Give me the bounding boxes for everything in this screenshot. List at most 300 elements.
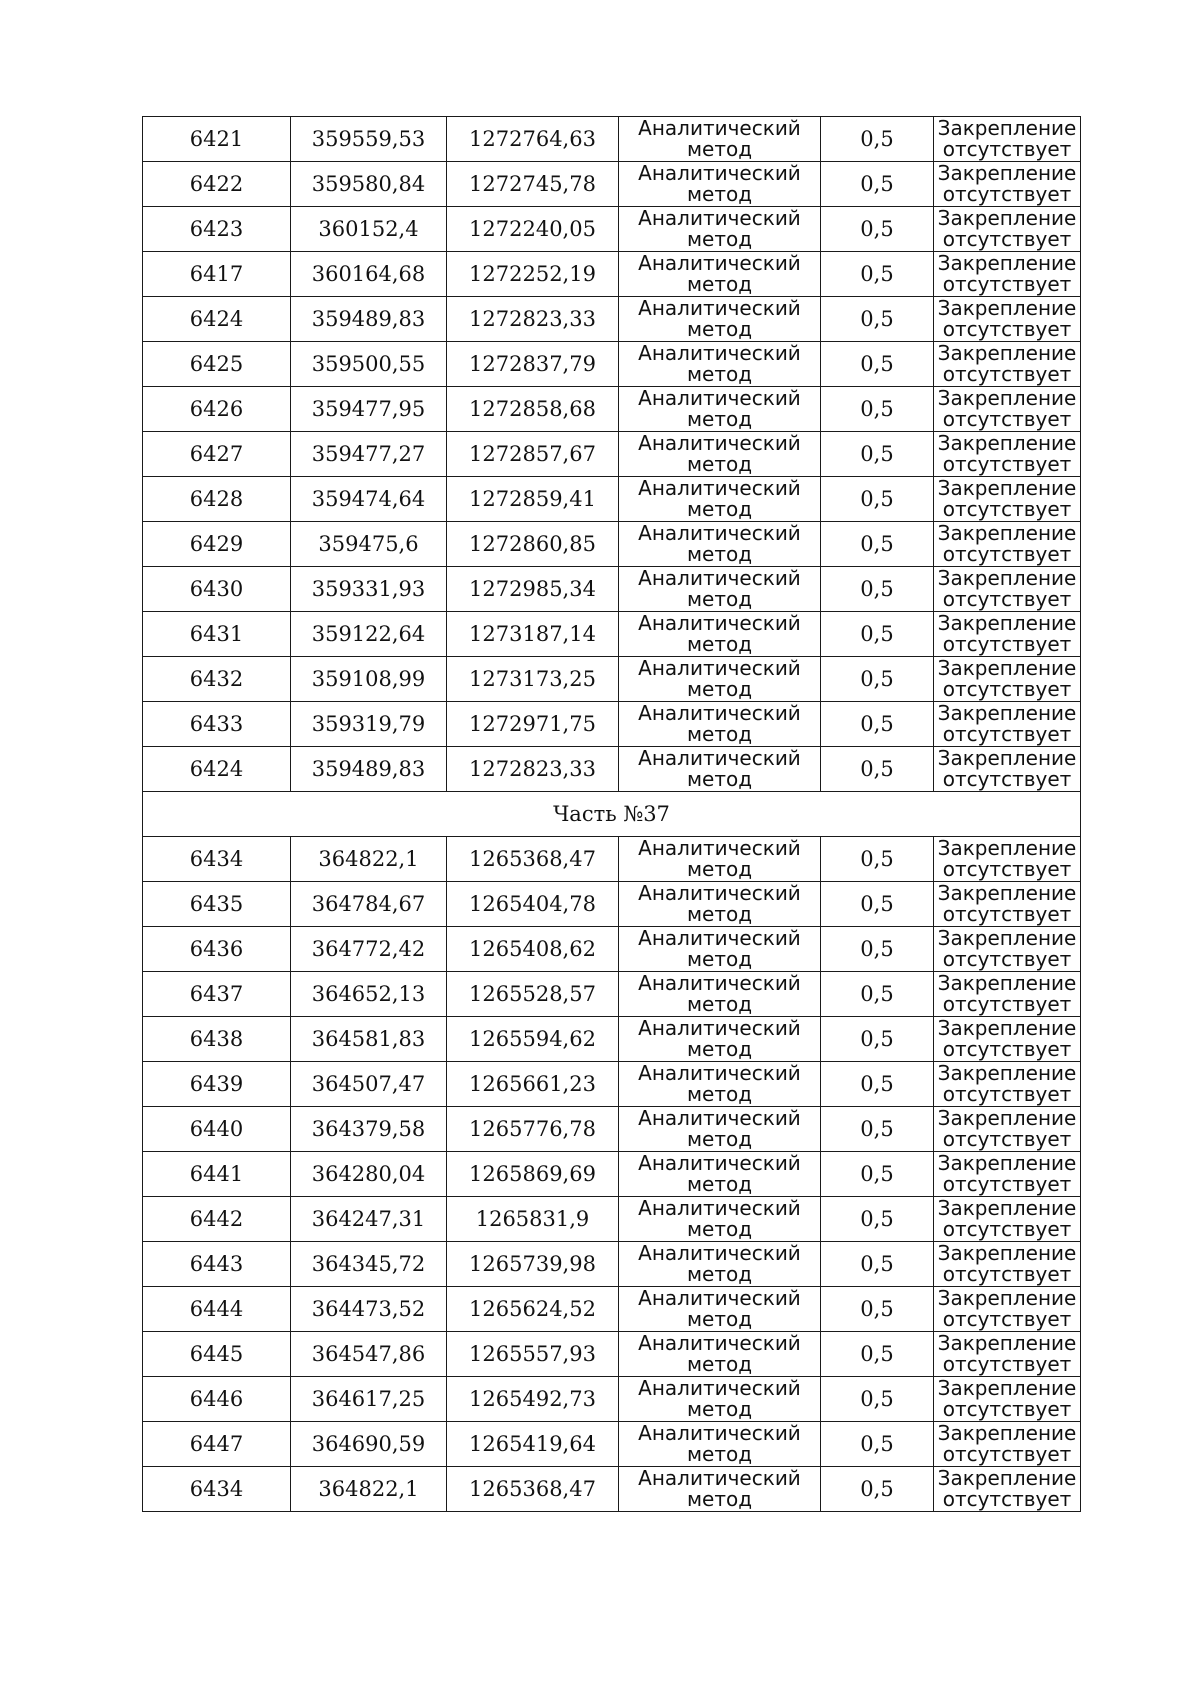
accuracy-cell: 0,5 <box>821 567 934 612</box>
y-coordinate-cell: 1273173,25 <box>447 657 619 702</box>
fixation-cell-line: отсутствует <box>942 452 1072 476</box>
point-number-cell: 6429 <box>143 522 291 567</box>
fixation-cell-line: отсутствует <box>942 407 1072 431</box>
fixation-cell <box>934 1107 1081 1152</box>
accuracy-cell: 0,5 <box>821 612 934 657</box>
accuracy-cell: 0,5 <box>821 837 934 882</box>
y-coordinate-cell: 1272240,05 <box>447 207 619 252</box>
table-row <box>143 477 1081 522</box>
table-row <box>143 702 1081 747</box>
accuracy-cell: 0,5 <box>821 1377 934 1422</box>
x-coordinate-cell: 359477,95 <box>291 387 447 432</box>
fixation-cell <box>934 1017 1081 1062</box>
x-coordinate-cell: 359489,83 <box>291 297 447 342</box>
method-cell-line: Аналитический <box>638 1466 801 1490</box>
method-cell-line: Аналитический <box>638 521 801 545</box>
fixation-cell-line: Закрепление <box>937 1241 1077 1265</box>
y-coordinate-cell: 1265557,93 <box>447 1332 619 1377</box>
point-number-cell: 6434 <box>143 837 291 882</box>
method-cell-line: метод <box>686 1172 753 1196</box>
method-cell-line: Аналитический <box>638 1151 801 1175</box>
fixation-cell-line: отсутствует <box>942 677 1072 701</box>
accuracy-cell: 0,5 <box>821 1332 934 1377</box>
method-cell-line: Аналитический <box>638 881 801 905</box>
method-cell-line: метод <box>686 1487 753 1511</box>
method-cell-line: метод <box>686 1082 753 1106</box>
method-cell-line: Аналитический <box>638 656 801 680</box>
point-number-cell: 6445 <box>143 1332 291 1377</box>
accuracy-cell: 0,5 <box>821 1422 934 1467</box>
method-cell-line: метод <box>686 182 753 206</box>
method-cell-line: метод <box>686 407 753 431</box>
accuracy-cell: 0,5 <box>821 1197 934 1242</box>
method-cell-line: метод <box>686 1037 753 1061</box>
table-row <box>143 1377 1081 1422</box>
y-coordinate-cell: 1265776,78 <box>447 1107 619 1152</box>
method-cell <box>619 117 821 162</box>
fixation-cell-line: Закрепление <box>937 1421 1077 1445</box>
fixation-cell-line: отсутствует <box>942 1172 1072 1196</box>
method-cell-line: Аналитический <box>638 1376 801 1400</box>
method-cell-line: Аналитический <box>638 566 801 590</box>
fixation-cell <box>934 342 1081 387</box>
fixation-cell-line: Закрепление <box>937 476 1077 500</box>
point-number-cell: 6428 <box>143 477 291 522</box>
point-number-cell: 6440 <box>143 1107 291 1152</box>
point-number-cell: 6424 <box>143 747 291 792</box>
y-coordinate-cell: 1265869,69 <box>447 1152 619 1197</box>
fixation-cell-line: Закрепление <box>937 746 1077 770</box>
fixation-cell-line: Закрепление <box>937 1151 1077 1175</box>
method-cell-line: Аналитический <box>638 341 801 365</box>
x-coordinate-cell: 364379,58 <box>291 1107 447 1152</box>
y-coordinate-cell: 1265624,52 <box>447 1287 619 1332</box>
method-cell <box>619 837 821 882</box>
x-coordinate-cell: 364784,67 <box>291 882 447 927</box>
fixation-cell <box>934 747 1081 792</box>
method-cell-line: метод <box>686 1442 753 1466</box>
x-coordinate-cell: 364690,59 <box>291 1422 447 1467</box>
fixation-cell-line: отсутствует <box>942 947 1072 971</box>
coordinates-table-body <box>143 117 1081 1512</box>
x-coordinate-cell: 364473,52 <box>291 1287 447 1332</box>
y-coordinate-cell: 1265528,57 <box>447 972 619 1017</box>
x-coordinate-cell: 364822,1 <box>291 837 447 882</box>
table-row <box>143 612 1081 657</box>
table-row <box>143 1467 1081 1512</box>
method-cell-line: Аналитический <box>638 161 801 185</box>
method-cell-line: метод <box>686 317 753 341</box>
point-number-cell: 6434 <box>143 1467 291 1512</box>
accuracy-cell: 0,5 <box>821 882 934 927</box>
fixation-cell-line: отсутствует <box>942 587 1072 611</box>
method-cell-line: Аналитический <box>638 206 801 230</box>
fixation-cell-line: отсутствует <box>942 722 1072 746</box>
fixation-cell-line: отсутствует <box>942 362 1072 386</box>
fixation-cell-line: Закрепление <box>937 161 1077 185</box>
fixation-cell-line: отсутствует <box>942 1262 1072 1286</box>
fixation-cell-line: отсутствует <box>942 632 1072 656</box>
table-row <box>143 297 1081 342</box>
point-number-cell: 6430 <box>143 567 291 612</box>
point-number-cell: 6431 <box>143 612 291 657</box>
method-cell-line: Аналитический <box>638 1196 801 1220</box>
table-row <box>143 1062 1081 1107</box>
fixation-cell-line: Закрепление <box>937 1016 1077 1040</box>
method-cell <box>619 1422 821 1467</box>
point-number-cell: 6433 <box>143 702 291 747</box>
method-cell-line: метод <box>686 947 753 971</box>
method-cell-line: метод <box>686 857 753 881</box>
method-cell <box>619 1017 821 1062</box>
fixation-cell-line: отсутствует <box>942 1217 1072 1241</box>
x-coordinate-cell: 360164,68 <box>291 252 447 297</box>
fixation-cell-line: Закрепление <box>937 701 1077 725</box>
method-cell-line: метод <box>686 767 753 791</box>
table-row <box>143 657 1081 702</box>
method-cell <box>619 522 821 567</box>
accuracy-cell: 0,5 <box>821 1062 934 1107</box>
y-coordinate-cell: 1272985,34 <box>447 567 619 612</box>
method-cell-line: метод <box>686 497 753 521</box>
x-coordinate-cell: 359475,6 <box>291 522 447 567</box>
fixation-cell <box>934 567 1081 612</box>
point-number-cell: 6423 <box>143 207 291 252</box>
accuracy-cell: 0,5 <box>821 1152 934 1197</box>
method-cell <box>619 1152 821 1197</box>
y-coordinate-cell: 1272858,68 <box>447 387 619 432</box>
y-coordinate-cell: 1272764,63 <box>447 117 619 162</box>
point-number-cell: 6443 <box>143 1242 291 1287</box>
fixation-cell <box>934 1467 1081 1512</box>
method-cell-line: Аналитический <box>638 296 801 320</box>
fixation-cell-line: отсутствует <box>942 1352 1072 1376</box>
fixation-cell-line: отсутствует <box>942 1307 1072 1331</box>
point-number-cell: 6417 <box>143 252 291 297</box>
method-cell-line: метод <box>686 587 753 611</box>
y-coordinate-cell: 1272859,41 <box>447 477 619 522</box>
method-cell <box>619 1107 821 1152</box>
fixation-cell-line: Закрепление <box>937 1061 1077 1085</box>
method-cell-line: метод <box>686 362 753 386</box>
method-cell <box>619 1287 821 1332</box>
method-cell-line: Аналитический <box>638 1016 801 1040</box>
fixation-cell-line: отсутствует <box>942 1082 1072 1106</box>
method-cell-line: Аналитический <box>638 1421 801 1445</box>
accuracy-cell: 0,5 <box>821 1287 934 1332</box>
y-coordinate-cell: 1272745,78 <box>447 162 619 207</box>
fixation-cell-line: отсутствует <box>942 317 1072 341</box>
method-cell <box>619 657 821 702</box>
accuracy-cell: 0,5 <box>821 657 934 702</box>
fixation-cell <box>934 1242 1081 1287</box>
fixation-cell <box>934 432 1081 477</box>
fixation-cell-line: отсутствует <box>942 767 1072 791</box>
method-cell-line: метод <box>686 1307 753 1331</box>
method-cell <box>619 927 821 972</box>
fixation-cell <box>934 882 1081 927</box>
table-row <box>143 567 1081 612</box>
fixation-cell <box>934 702 1081 747</box>
fixation-cell-line: отсутствует <box>942 137 1072 161</box>
method-cell-line: метод <box>686 992 753 1016</box>
method-cell-line: Аналитический <box>638 971 801 995</box>
method-cell <box>619 747 821 792</box>
method-cell-line: Аналитический <box>638 926 801 950</box>
x-coordinate-cell: 364280,04 <box>291 1152 447 1197</box>
fixation-cell-line: Закрепление <box>937 656 1077 680</box>
fixation-cell-line: Закрепление <box>937 1196 1077 1220</box>
method-cell-line: Аналитический <box>638 701 801 725</box>
method-cell <box>619 297 821 342</box>
fixation-cell-line: Закрепление <box>937 521 1077 545</box>
section-header-row <box>143 792 1081 837</box>
fixation-cell-line: Закрепление <box>937 1331 1077 1355</box>
y-coordinate-cell: 1265368,47 <box>447 1467 619 1512</box>
x-coordinate-cell: 359559,53 <box>291 117 447 162</box>
fixation-cell-line: отсутствует <box>942 1037 1072 1061</box>
fixation-cell <box>934 207 1081 252</box>
table-row <box>143 882 1081 927</box>
fixation-cell-line: Закрепление <box>937 881 1077 905</box>
fixation-cell-line: Закрепление <box>937 431 1077 455</box>
accuracy-cell: 0,5 <box>821 522 934 567</box>
x-coordinate-cell: 364652,13 <box>291 972 447 1017</box>
method-cell-line: Аналитический <box>638 476 801 500</box>
table-row <box>143 387 1081 432</box>
table-row <box>143 1242 1081 1287</box>
fixation-cell-line: Закрепление <box>937 1376 1077 1400</box>
accuracy-cell: 0,5 <box>821 387 934 432</box>
accuracy-cell: 0,5 <box>821 1107 934 1152</box>
x-coordinate-cell: 359319,79 <box>291 702 447 747</box>
point-number-cell: 6425 <box>143 342 291 387</box>
point-number-cell: 6435 <box>143 882 291 927</box>
table-row <box>143 522 1081 567</box>
table-row <box>143 1017 1081 1062</box>
fixation-cell-line: Закрепление <box>937 341 1077 365</box>
x-coordinate-cell: 360152,4 <box>291 207 447 252</box>
table-row <box>143 1107 1081 1152</box>
fixation-cell-line: Закрепление <box>937 926 1077 950</box>
method-cell-line: Аналитический <box>638 836 801 860</box>
method-cell-line: Аналитический <box>638 431 801 455</box>
method-cell-line: метод <box>686 227 753 251</box>
y-coordinate-cell: 1273187,14 <box>447 612 619 657</box>
section-title: Часть №37 <box>143 792 1081 837</box>
fixation-cell-line: Закрепление <box>937 1286 1077 1310</box>
method-cell-line: Аналитический <box>638 251 801 275</box>
method-cell <box>619 1242 821 1287</box>
method-cell-line: метод <box>686 452 753 476</box>
y-coordinate-cell: 1265661,23 <box>447 1062 619 1107</box>
x-coordinate-cell: 364772,42 <box>291 927 447 972</box>
method-cell <box>619 162 821 207</box>
y-coordinate-cell: 1265831,9 <box>447 1197 619 1242</box>
method-cell-line: метод <box>686 1262 753 1286</box>
point-number-cell: 6439 <box>143 1062 291 1107</box>
method-cell-line: метод <box>686 902 753 926</box>
x-coordinate-cell: 359331,93 <box>291 567 447 612</box>
fixation-cell-line: отсутствует <box>942 497 1072 521</box>
y-coordinate-cell: 1272971,75 <box>447 702 619 747</box>
method-cell-line: метод <box>686 677 753 701</box>
x-coordinate-cell: 359474,64 <box>291 477 447 522</box>
accuracy-cell: 0,5 <box>821 117 934 162</box>
point-number-cell: 6441 <box>143 1152 291 1197</box>
method-cell <box>619 342 821 387</box>
accuracy-cell: 0,5 <box>821 207 934 252</box>
method-cell <box>619 882 821 927</box>
y-coordinate-cell: 1265492,73 <box>447 1377 619 1422</box>
fixation-cell-line: Закрепление <box>937 251 1077 275</box>
fixation-cell-line: Закрепление <box>937 386 1077 410</box>
x-coordinate-cell: 364345,72 <box>291 1242 447 1287</box>
accuracy-cell: 0,5 <box>821 297 934 342</box>
fixation-cell <box>934 612 1081 657</box>
x-coordinate-cell: 359477,27 <box>291 432 447 477</box>
fixation-cell-line: отсутствует <box>942 227 1072 251</box>
method-cell <box>619 432 821 477</box>
y-coordinate-cell: 1272860,85 <box>447 522 619 567</box>
method-cell-line: метод <box>686 1217 753 1241</box>
fixation-cell <box>934 927 1081 972</box>
y-coordinate-cell: 1272823,33 <box>447 297 619 342</box>
fixation-cell-line: Закрепление <box>937 296 1077 320</box>
y-coordinate-cell: 1265404,78 <box>447 882 619 927</box>
accuracy-cell: 0,5 <box>821 477 934 522</box>
method-cell <box>619 1377 821 1422</box>
table-row <box>143 1152 1081 1197</box>
table-row <box>143 837 1081 882</box>
fixation-cell <box>934 1197 1081 1242</box>
x-coordinate-cell: 359500,55 <box>291 342 447 387</box>
fixation-cell-line: Закрепление <box>937 1106 1077 1130</box>
y-coordinate-cell: 1272823,33 <box>447 747 619 792</box>
fixation-cell <box>934 477 1081 522</box>
fixation-cell <box>934 1422 1081 1467</box>
x-coordinate-cell: 364581,83 <box>291 1017 447 1062</box>
accuracy-cell: 0,5 <box>821 1242 934 1287</box>
point-number-cell: 6446 <box>143 1377 291 1422</box>
method-cell-line: метод <box>686 1127 753 1151</box>
y-coordinate-cell: 1265368,47 <box>447 837 619 882</box>
fixation-cell-line: отсутствует <box>942 1487 1072 1511</box>
fixation-cell <box>934 387 1081 432</box>
fixation-cell <box>934 1377 1081 1422</box>
table-row <box>143 1332 1081 1377</box>
point-number-cell: 6421 <box>143 117 291 162</box>
fixation-cell <box>934 297 1081 342</box>
table-row <box>143 1422 1081 1467</box>
accuracy-cell: 0,5 <box>821 252 934 297</box>
point-number-cell: 6438 <box>143 1017 291 1062</box>
method-cell-line: метод <box>686 632 753 656</box>
point-number-cell: 6442 <box>143 1197 291 1242</box>
method-cell-line: Аналитический <box>638 611 801 635</box>
point-number-cell: 6432 <box>143 657 291 702</box>
accuracy-cell: 0,5 <box>821 972 934 1017</box>
fixation-cell-line: отсутствует <box>942 902 1072 926</box>
x-coordinate-cell: 359489,83 <box>291 747 447 792</box>
table-row <box>143 162 1081 207</box>
point-number-cell: 6424 <box>143 297 291 342</box>
accuracy-cell: 0,5 <box>821 432 934 477</box>
method-cell <box>619 477 821 522</box>
method-cell-line: метод <box>686 1352 753 1376</box>
x-coordinate-cell: 359108,99 <box>291 657 447 702</box>
method-cell-line: Аналитический <box>638 1106 801 1130</box>
fixation-cell <box>934 252 1081 297</box>
coordinates-table <box>142 116 1081 1512</box>
fixation-cell-line: Закрепление <box>937 836 1077 860</box>
fixation-cell-line: Закрепление <box>937 1466 1077 1490</box>
table-row <box>143 1287 1081 1332</box>
fixation-cell <box>934 657 1081 702</box>
point-number-cell: 6422 <box>143 162 291 207</box>
fixation-cell-line: отсутствует <box>942 1127 1072 1151</box>
y-coordinate-cell: 1265419,64 <box>447 1422 619 1467</box>
table-row <box>143 117 1081 162</box>
fixation-cell <box>934 162 1081 207</box>
fixation-cell <box>934 972 1081 1017</box>
method-cell <box>619 612 821 657</box>
y-coordinate-cell: 1265408,62 <box>447 927 619 972</box>
method-cell <box>619 387 821 432</box>
table-row <box>143 432 1081 477</box>
method-cell-line: Аналитический <box>638 1286 801 1310</box>
fixation-cell-line: отсутствует <box>942 542 1072 566</box>
table-row <box>143 252 1081 297</box>
fixation-cell-line: отсутствует <box>942 992 1072 1016</box>
method-cell-line: метод <box>686 272 753 296</box>
fixation-cell-line: отсутствует <box>942 857 1072 881</box>
x-coordinate-cell: 364822,1 <box>291 1467 447 1512</box>
fixation-cell-line: отсутствует <box>942 1442 1072 1466</box>
accuracy-cell: 0,5 <box>821 702 934 747</box>
y-coordinate-cell: 1272857,67 <box>447 432 619 477</box>
method-cell-line: метод <box>686 137 753 161</box>
x-coordinate-cell: 364247,31 <box>291 1197 447 1242</box>
method-cell-line: метод <box>686 542 753 566</box>
method-cell-line: Аналитический <box>638 1241 801 1265</box>
method-cell <box>619 972 821 1017</box>
method-cell <box>619 1332 821 1377</box>
table-row <box>143 747 1081 792</box>
table-row <box>143 342 1081 387</box>
x-coordinate-cell: 364547,86 <box>291 1332 447 1377</box>
fixation-cell-line: Закрепление <box>937 611 1077 635</box>
point-number-cell: 6437 <box>143 972 291 1017</box>
method-cell <box>619 252 821 297</box>
fixation-cell-line: отсутствует <box>942 182 1072 206</box>
point-number-cell: 6436 <box>143 927 291 972</box>
method-cell-line: метод <box>686 1397 753 1421</box>
method-cell <box>619 567 821 612</box>
fixation-cell-line: отсутствует <box>942 272 1072 296</box>
fixation-cell-line: Закрепление <box>937 116 1077 140</box>
accuracy-cell: 0,5 <box>821 342 934 387</box>
method-cell-line: Аналитический <box>638 746 801 770</box>
table-row <box>143 972 1081 1017</box>
method-cell <box>619 1062 821 1107</box>
x-coordinate-cell: 359122,64 <box>291 612 447 657</box>
fixation-cell <box>934 1287 1081 1332</box>
method-cell <box>619 1467 821 1512</box>
x-coordinate-cell: 364507,47 <box>291 1062 447 1107</box>
fixation-cell-line: отсутствует <box>942 1397 1072 1421</box>
table-row <box>143 1197 1081 1242</box>
